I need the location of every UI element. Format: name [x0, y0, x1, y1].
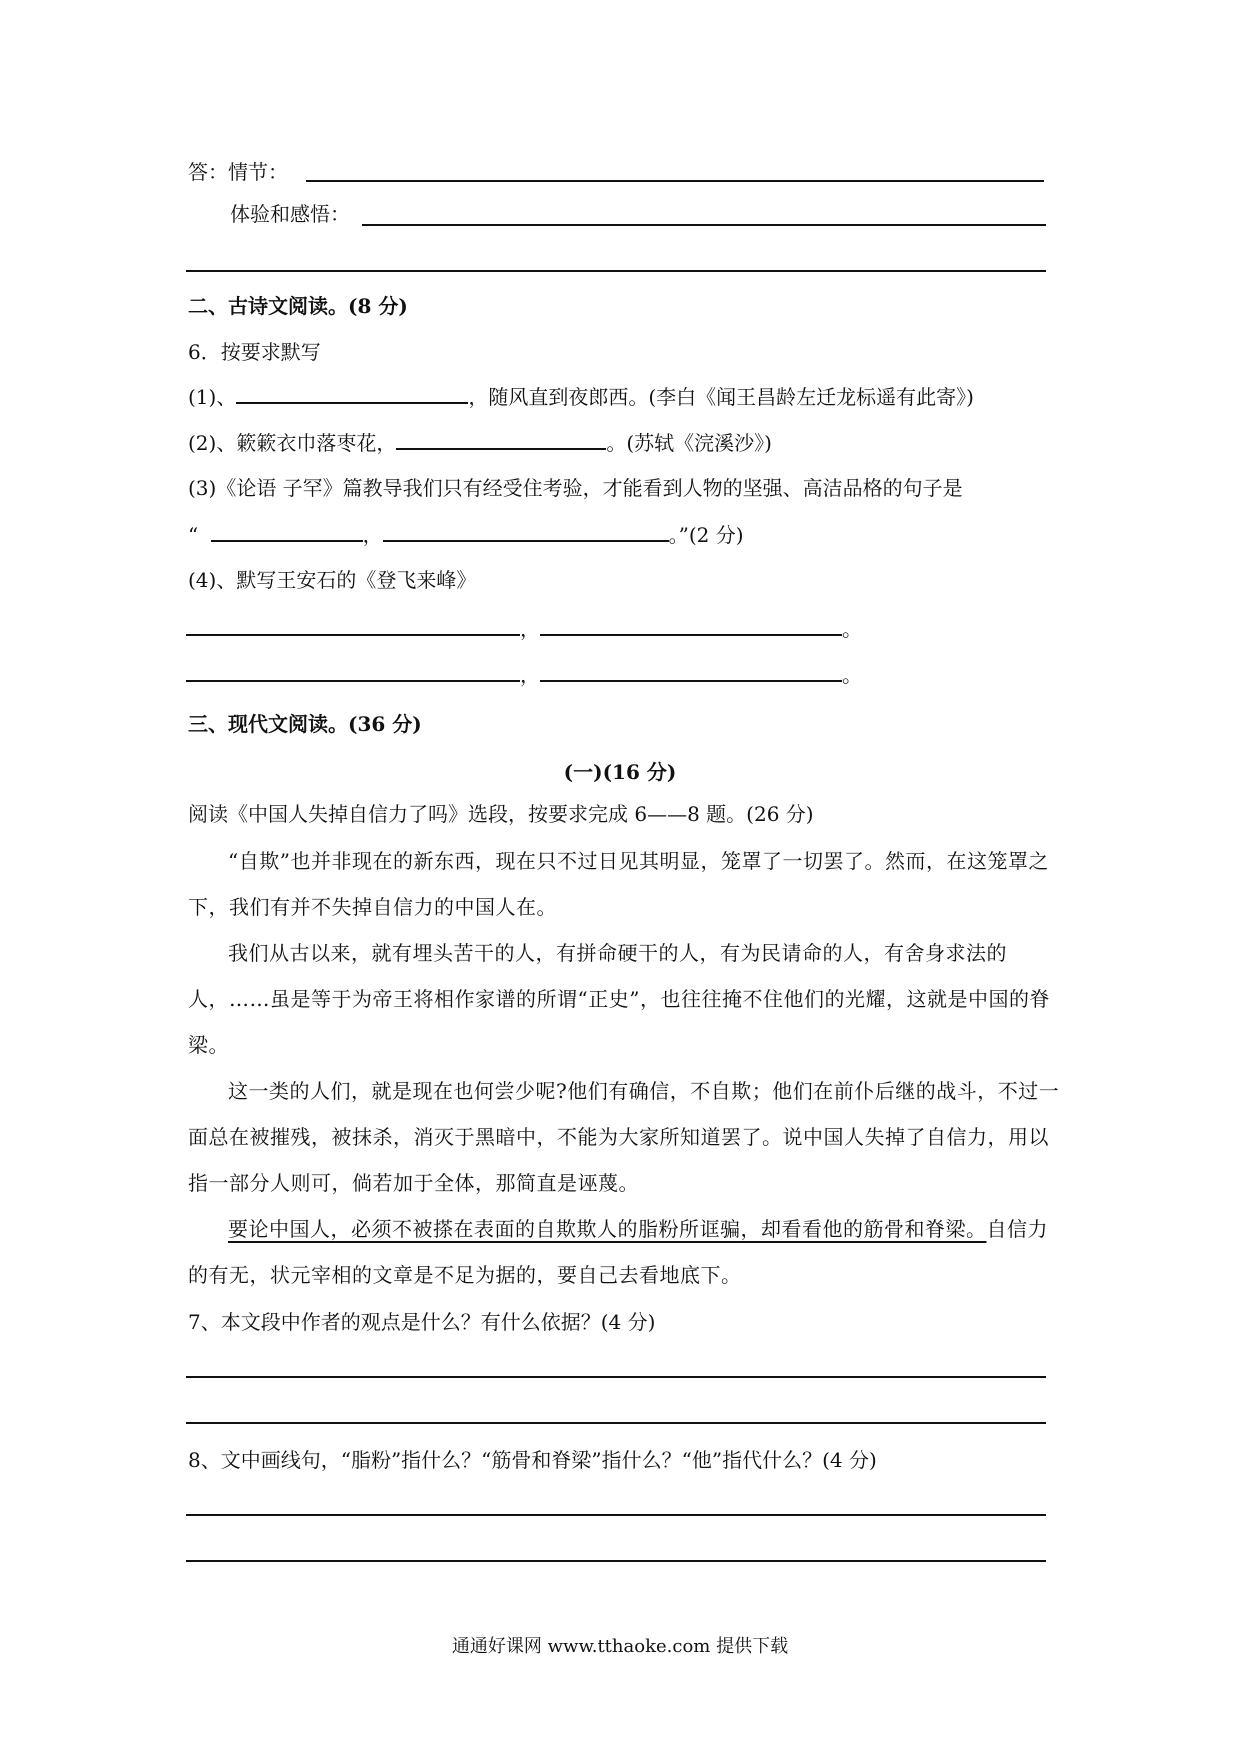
q6-2-prefix: (2)、簌簌衣巾落枣花， [188, 431, 397, 455]
q6-2-suffix: 。(苏轼《浣溪沙》) [606, 431, 772, 455]
poem-line-1 [186, 614, 862, 643]
paragraph-4-rest: 自信力的有无，状元宰相的文章是不足为据的，要自己去看地底下。 [188, 1217, 1048, 1287]
q8-answer-line-1[interactable] [186, 1514, 1046, 1516]
poem-comma-2: ， [520, 663, 540, 687]
poem-blank-1[interactable] [186, 614, 520, 636]
q6-1 [188, 382, 974, 411]
paragraph-3: 这一类的人们，就是现在也何尝少呢?他们有确信，不自欺；他们在前仆后继的战斗，不过一面总在被摧残，被抹杀，消灭于黑暗中，不能为大家所知道罢了。说中国人失掉了自信力，用以指一部分人则可，倘若加于全体，那简直是诬蔑。 [188, 1079, 1060, 1195]
answer-feeling-blank[interactable] [362, 224, 1046, 226]
q6-3-open: “ [188, 523, 199, 547]
q6-2 [188, 428, 772, 457]
underlined-sentence: 要论中国人，必须不被搽在表面的自欺欺人的脂粉所诓骗，却看看他的筋骨和脊梁。 [228, 1217, 987, 1241]
q7-answer-line-1[interactable] [186, 1376, 1046, 1378]
answer-feeling-label: 体验和感悟： [230, 202, 350, 226]
poem-line-2 [186, 660, 862, 689]
q6-4-text: (4)、默写王安石的《登飞来峰》 [188, 568, 477, 592]
paragraph-4 [188, 1206, 1068, 1298]
sub1-title: (一)(16 分) [563, 760, 677, 784]
q6-1-blank[interactable] [236, 382, 468, 404]
poem-comma-1: ， [520, 617, 540, 641]
q6-3-blanks [188, 520, 744, 549]
q6-3-close: 。”(2 分) [668, 523, 744, 547]
poem-blank-4[interactable] [540, 660, 842, 682]
paragraph-2: 我们从古以来，就有埋头苦干的人，有拼命硬干的人，有为民请命的人，有舍身求法的人，……虽是等于为帝王将相作家谱的所谓“正史”，也往往掩不住他们的光耀，这就是中国的脊梁。 [188, 941, 1050, 1057]
q6-3-text: (3)《论语 子罕》篇教导我们只有经受住考验，才能看到人物的坚强、高洁品格的句子是 [188, 476, 963, 500]
poem-blank-3[interactable] [186, 660, 520, 682]
answer-extra-blank[interactable] [186, 270, 1046, 272]
q6-1-prefix: (1)、 [188, 385, 237, 409]
poem-blank-2[interactable] [540, 614, 842, 636]
q6-3-comma: ， [362, 523, 383, 547]
reading-intro: 阅读《中国人失掉自信力了吗》选段，按要求完成 6——8 题。(26 分) [188, 802, 814, 826]
q6-3-blank-2[interactable] [383, 520, 669, 542]
poem-period-1: 。 [842, 617, 862, 641]
q6-3-blank-1[interactable] [211, 520, 363, 542]
q6-title: 6．按要求默写 [188, 340, 321, 364]
paragraph-1: “自欺”也并非现在的新东西，现在只不过日见其明显，笼罩了一切罢了。然而，在这笼罩之下，我们有并不失掉自信力的中国人在。 [188, 849, 1049, 919]
section3-title: 三、现代文阅读。(36 分) [188, 712, 422, 736]
footer-credit: 通通好课网 www.tthaoke.com 提供下载 [451, 1636, 789, 1657]
question-8: 8、文中画线句，“脂粉”指什么？“筋骨和脊梁”指什么？“他”指代什么？(4 分) [188, 1448, 877, 1472]
q6-2-blank[interactable] [396, 428, 606, 450]
section2-title: 二、古诗文阅读。(8 分) [188, 294, 408, 318]
q8-answer-line-2[interactable] [186, 1560, 1046, 1562]
answer-plot-label: 答：情节： [188, 160, 288, 184]
question-7: 7、本文段中作者的观点是什么？有什么依据？(4 分) [188, 1310, 656, 1334]
q7-answer-line-2[interactable] [186, 1422, 1046, 1424]
poem-period-2: 。 [842, 663, 862, 687]
answer-plot-blank[interactable] [306, 180, 1044, 182]
q6-1-suffix: ，随风直到夜郎西。(李白《闻王昌龄左迁龙标遥有此寄》) [468, 385, 974, 409]
